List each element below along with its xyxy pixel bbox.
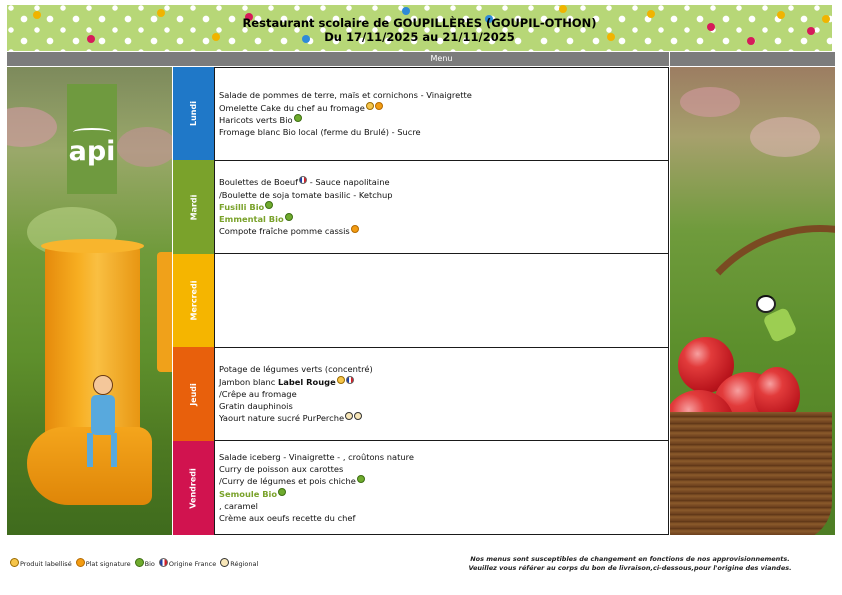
- day-label-mardi: Mardi: [173, 160, 214, 254]
- menu-dish: [219, 463, 664, 475]
- legend-label: Plat signature: [85, 560, 131, 568]
- column-header-right: [670, 52, 835, 66]
- dish-name: Salade de pommes de terre, maïs et cornichons - Vinaigrette: [219, 90, 472, 101]
- regional-icon: [220, 558, 229, 567]
- menu-cell-jeudi: [214, 347, 669, 441]
- menu-dish: [219, 388, 664, 400]
- dish-name: Crème aux oeufs recette du chef: [219, 513, 356, 524]
- menu-cell-mercredi: [214, 253, 669, 348]
- menu-dish: [219, 213, 664, 225]
- dish-name: Jambon blanc: [219, 376, 278, 387]
- icon-legend: [9, 558, 261, 568]
- legend-item: [219, 558, 258, 568]
- plat-signature-icon: [375, 102, 383, 110]
- footer-note-line-1: Nos menus sont susceptibles de changement en fonctions de nos approvisionnements.: [470, 555, 790, 563]
- menu-dish: [219, 488, 664, 500]
- label-rouge-text: Label Rouge: [277, 376, 336, 387]
- dish-name: Fromage blanc Bio local (ferme du Brulé) - Sucre: [219, 127, 421, 138]
- bio-icon: [294, 114, 302, 122]
- origine-france-icon: [299, 176, 307, 184]
- column-header-left: [7, 52, 173, 66]
- menu-dish: [219, 102, 664, 114]
- menu-dish: [219, 201, 664, 213]
- menu-dish: [219, 363, 664, 375]
- dish-name: Boulettes de Boeuf: [219, 177, 299, 188]
- bio-icon: [265, 201, 273, 209]
- produit-labellise-icon: [366, 102, 374, 110]
- page-title: [7, 16, 832, 44]
- dish-name: /Curry de légumes et pois chiche: [219, 476, 356, 487]
- bio-icon: [135, 558, 144, 567]
- legend-label: Produit labellisé: [20, 560, 72, 568]
- child-illustration: [93, 375, 113, 395]
- header-banner: [7, 5, 832, 51]
- child-climbing-illustration: [756, 295, 776, 313]
- dish-name: Emmental Bio: [219, 214, 284, 225]
- menu-dish: [219, 500, 664, 512]
- legend-item: [134, 558, 155, 568]
- api-logo: [67, 84, 117, 194]
- dish-name: /Crêpe au fromage: [219, 388, 297, 399]
- apple-basket-photo: [670, 67, 835, 535]
- menu-dish: [219, 225, 664, 237]
- menu-cell-vendredi: [214, 440, 669, 535]
- dish-name: /Boulette de soja tomate basilic - Ketchup: [219, 189, 393, 200]
- day-label-vendredi: Vendredi: [173, 441, 214, 535]
- dish-name: Haricots verts Bio: [219, 115, 293, 125]
- dish-name: , caramel: [219, 500, 258, 511]
- menu-dish: [219, 400, 664, 412]
- menu-dish: [219, 89, 664, 101]
- plat-signature-icon: [76, 558, 85, 567]
- menu-cell-mardi: [214, 160, 669, 254]
- day-label-lundi: Lundi: [173, 67, 214, 160]
- menu-dish: [219, 114, 664, 126]
- bio-icon: [278, 488, 286, 496]
- menu-dates: Du 17/11/2025 au 21/11/2025: [324, 30, 515, 44]
- dish-name: Compote fraîche pomme cassis: [219, 226, 350, 237]
- menu-cell-lundi: [214, 67, 669, 161]
- column-header-days: [173, 52, 214, 66]
- api-logo-text: api: [68, 136, 116, 167]
- dish-name: Gratin dauphinois: [219, 401, 293, 412]
- basket: [670, 412, 832, 535]
- menu-dish: [219, 376, 664, 388]
- dish-name: Fusilli Bio: [219, 201, 265, 212]
- dish-sauce: - Sauce napolitaine: [307, 177, 390, 188]
- restaurant-name: Restaurant scolaire de GOUPILLÈRES (GOUPIL-OTHON): [242, 16, 597, 30]
- dish-name: Salade iceberg - Vinaigrette - , croûtons nature: [219, 451, 414, 462]
- day-label-jeudi: Jeudi: [173, 347, 214, 441]
- menu-dish: [219, 451, 664, 463]
- menu-dish: [219, 189, 664, 201]
- footer-note-line-2: Veuillez vous référer au corps du bon de livraison,ci-dessous,pour l'origine des viandes.: [468, 564, 792, 572]
- dish-name: Curry de poisson aux carottes: [219, 463, 344, 474]
- boots-photo: [7, 67, 172, 535]
- legend-item: [158, 558, 216, 568]
- bio-icon: [357, 475, 365, 483]
- dish-name: Yaourt nature sucré PurPerche: [219, 413, 345, 424]
- dish-name: Omelette Cake du chef au fromage: [219, 102, 365, 113]
- menu-dish: [219, 512, 664, 524]
- day-label-mercredi: Mercredi: [173, 254, 214, 347]
- second-boot: [157, 252, 172, 372]
- menu-dish: [219, 475, 664, 487]
- plat-signature-icon: [351, 225, 359, 233]
- produit-labellise-icon: [337, 376, 345, 384]
- origine-france-icon: [346, 376, 354, 384]
- column-header-menu: Menu: [214, 52, 669, 66]
- menu-dish: [219, 412, 664, 424]
- legend-label: Origine France: [168, 560, 217, 568]
- bio-icon: [285, 213, 293, 221]
- dish-name: Semoule Bio: [219, 488, 278, 499]
- footer-note: [440, 555, 820, 573]
- legend-label: Régional: [230, 560, 259, 568]
- legend-item: [75, 558, 131, 568]
- produit-labellise-icon: [10, 558, 19, 567]
- legend-item: [9, 558, 72, 568]
- legend-label: Bio: [144, 560, 155, 568]
- origine-france-icon: [159, 558, 168, 567]
- menu-dish: [219, 176, 664, 188]
- menu-dish: [219, 126, 664, 138]
- regional-icon: [354, 412, 362, 420]
- regional-icon: [345, 412, 353, 420]
- dish-name: Potage de légumes verts (concentré): [219, 364, 373, 375]
